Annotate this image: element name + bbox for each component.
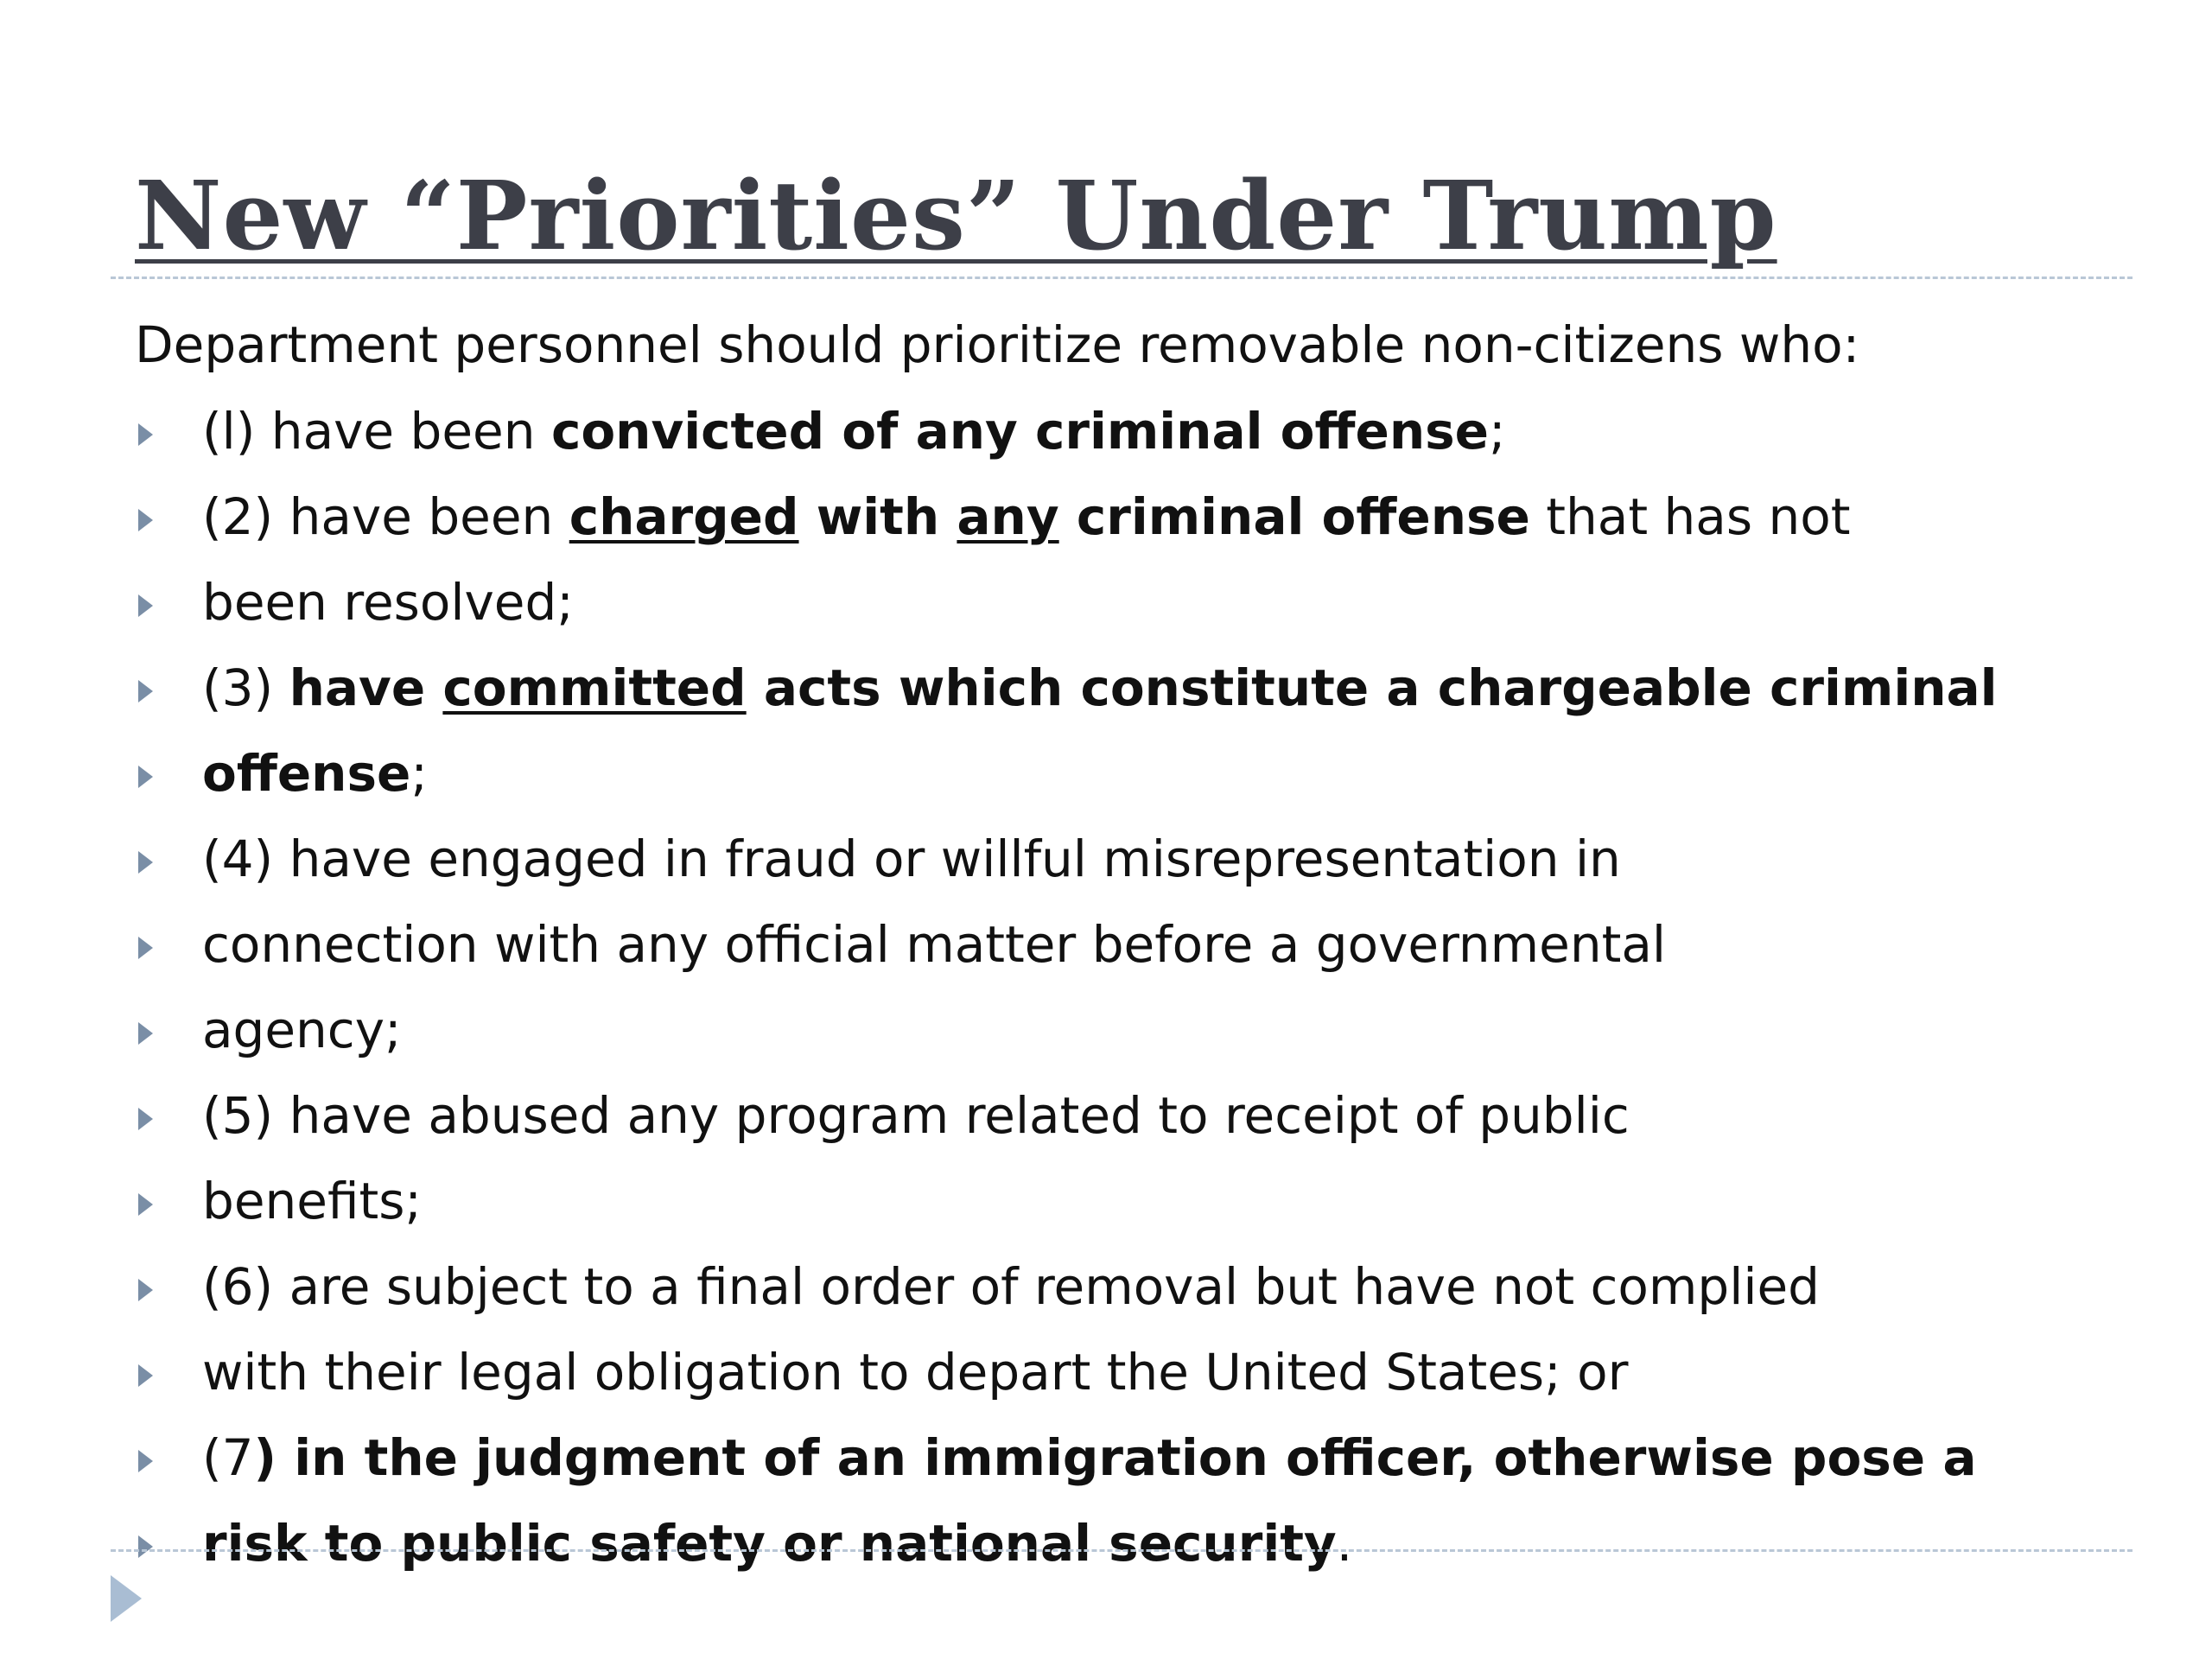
triangle-right-icon [138, 1193, 153, 1216]
footer-divider [111, 1549, 2133, 1552]
bullet-line [0, 1085, 2212, 1171]
text-segment: have [289, 658, 443, 717]
triangle-right-icon [138, 423, 153, 446]
text-segment: (l) have been [202, 402, 551, 461]
bullet-line [0, 572, 2212, 658]
text-segment: any [957, 487, 1059, 546]
text-segment: convicted of any criminal offense [550, 402, 1490, 461]
bullet-text [202, 1342, 1628, 1402]
bullet-line [0, 829, 2212, 914]
bullet-line [0, 401, 2212, 486]
bullet-text [202, 572, 574, 632]
triangle-right-icon [138, 937, 153, 959]
triangle-right-icon [138, 1279, 153, 1301]
bullet-line [0, 1342, 2212, 1427]
bullet-text [202, 829, 1621, 889]
bullet-text [202, 658, 1998, 718]
triangle-right-icon [138, 1364, 153, 1387]
text-segment: ; [410, 744, 428, 803]
text-segment: with their legal obligation to depart the United States; or [202, 1343, 1629, 1402]
bullet-line [0, 1256, 2212, 1342]
bullet-line [0, 743, 2212, 829]
triangle-right-icon [138, 509, 153, 531]
bullet-text [202, 1000, 402, 1060]
bullet-line [0, 1171, 2212, 1256]
bullet-text [202, 1171, 422, 1231]
bullet-line [0, 658, 2212, 743]
bullet-text [202, 1427, 1976, 1488]
text-segment: risk to public safety or national security [202, 1514, 1337, 1573]
triangle-right-icon [138, 594, 153, 617]
bullet-line [0, 1000, 2212, 1085]
text-segment: with [798, 487, 957, 546]
text-segment: benefits; [202, 1172, 422, 1230]
text-segment: (3) [202, 658, 289, 717]
text-segment: (7 [202, 1428, 254, 1487]
triangle-right-icon [138, 766, 153, 788]
text-segment: been resolved; [202, 573, 574, 632]
bullet-line [0, 1513, 2212, 1599]
triangle-right-icon [138, 851, 153, 874]
bullet-text [202, 1513, 1352, 1573]
triangle-right-icon [138, 1535, 153, 1558]
corner-triangle-icon [111, 1575, 142, 1622]
triangle-right-icon [138, 1450, 153, 1472]
bullet-text [202, 486, 1850, 547]
text-segment: (6) are subject to a final order of removal but have not complied [202, 1257, 1820, 1316]
text-segment: . [1336, 1514, 1353, 1573]
text-segment: (4) have engaged in fraud or willful misrepresentation in [202, 830, 1621, 888]
text-segment: agency; [202, 1001, 402, 1059]
text-segment: acts which constitute a chargeable criminal [746, 658, 1998, 717]
bullet-line [0, 1427, 2212, 1513]
text-segment: connection with any official matter before a governmental [202, 915, 1667, 974]
bullet-text [202, 401, 1506, 461]
title-divider [111, 276, 2133, 279]
text-segment: (2) have been [202, 487, 569, 546]
bullet-text [202, 1256, 1820, 1317]
text-segment: ) in the judgment of an immigration officer, otherwise pose a [253, 1428, 1977, 1487]
bullet-text [202, 914, 1666, 975]
bullet-line [0, 914, 2212, 1000]
bullet-list [0, 401, 2212, 1599]
triangle-right-icon [138, 680, 153, 702]
bullet-text [202, 743, 428, 804]
text-segment: committed [442, 658, 747, 717]
slide-title: New “Priorities” Under Trump [135, 160, 1777, 271]
text-segment: offense [202, 744, 411, 803]
text-segment: criminal offense [1058, 487, 1530, 546]
text-segment: that has not [1529, 487, 1851, 546]
triangle-right-icon [138, 1108, 153, 1130]
intro-text: Department personnel should prioritize removable non-citizens who: [135, 315, 1860, 374]
text-segment: (5) have abused any program related to receipt of public [202, 1086, 1630, 1145]
bullet-text [202, 1085, 1630, 1146]
bullet-line [0, 486, 2212, 572]
triangle-right-icon [138, 1022, 153, 1045]
text-segment: ; [1489, 402, 1506, 461]
text-segment: charged [569, 487, 799, 546]
